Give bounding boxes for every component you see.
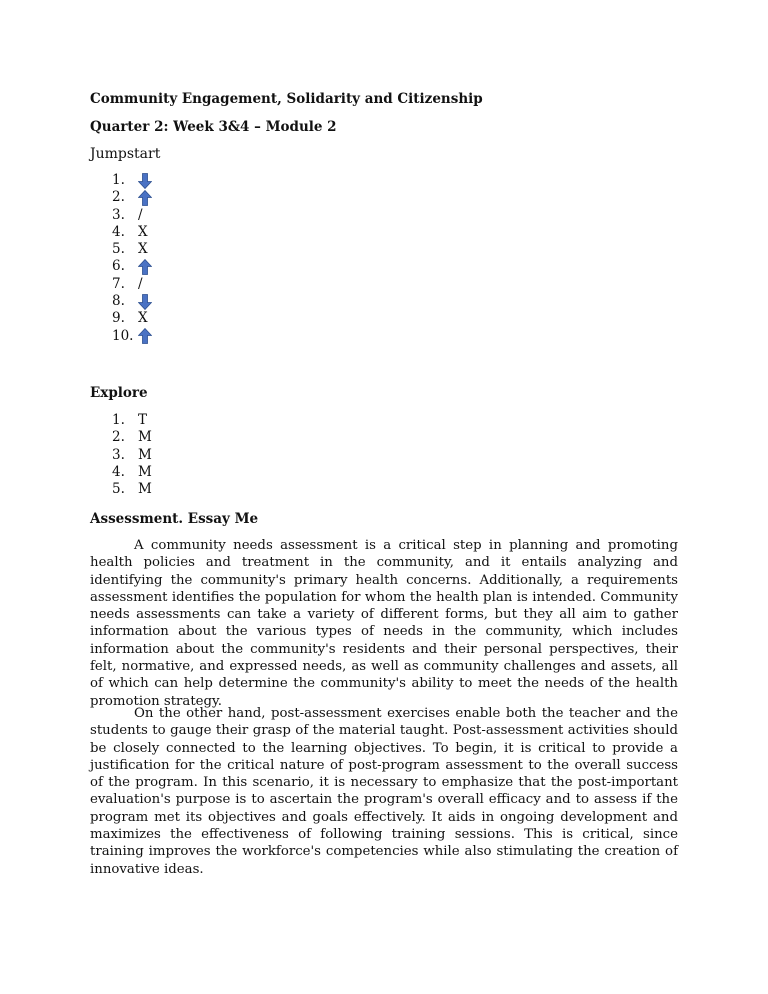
item-answer: M <box>138 446 152 463</box>
list-item <box>112 481 152 498</box>
list-item <box>112 412 152 429</box>
list-item <box>112 189 152 206</box>
item-answer: T <box>138 412 148 428</box>
arrow-up-icon <box>138 259 152 276</box>
list-item <box>112 224 152 241</box>
item-answer: M <box>138 429 152 446</box>
list-item <box>112 276 152 293</box>
list-item <box>112 464 152 481</box>
assessment-paragraph-1: A community needs assessment is a critical step in planning and promoting health policies and treatment in the community, and it entails analyzing and identifying the community's primary health concerns. Additionally, a requirements assessment identifies the population for whom the health plan is intended. Community needs assessments can take a variety of different forms, but they all aim to gather information about the various types of needs in the community, which includes information about the community's residents and their personal perspectives, their felt, normative, and expressed needs, as well as community challenges and assets, all of which can help determine the community's ability to meet the needs of the health promotion strategy. <box>90 538 678 709</box>
list-item <box>112 207 152 224</box>
item-number: 3. <box>112 446 125 463</box>
item-answer: M <box>138 463 152 480</box>
arrow-up-icon <box>138 328 152 345</box>
document-title: Community Engagement, Solidarity and Citizenship <box>90 91 483 107</box>
list-item <box>112 172 152 189</box>
list-item <box>112 241 152 258</box>
quarter-heading: Quarter 2: Week 3&4 – Module 2 <box>90 119 337 135</box>
list-item <box>112 258 152 275</box>
item-number: 10. <box>112 327 134 344</box>
item-number: 4. <box>112 223 125 240</box>
item-number: 6. <box>112 258 125 275</box>
list-item <box>112 328 152 345</box>
explore-list <box>112 412 152 498</box>
item-number: 7. <box>112 275 125 292</box>
item-number: 5. <box>112 241 125 258</box>
item-number: 2. <box>112 429 125 446</box>
list-item <box>112 293 152 310</box>
arrow-down-icon <box>138 172 152 189</box>
assessment-heading: Assessment. Essay Me <box>90 511 259 527</box>
item-number: 8. <box>112 293 125 310</box>
item-number: 5. <box>112 481 125 498</box>
item-answer: X <box>138 310 148 327</box>
item-number: 1. <box>112 172 125 188</box>
item-answer: M <box>138 481 152 498</box>
item-number: 9. <box>112 310 125 327</box>
item-number: 4. <box>112 463 125 480</box>
item-number: 1. <box>112 412 125 428</box>
jumpstart-heading: Jumpstart <box>90 146 161 162</box>
arrow-down-icon <box>138 293 152 310</box>
item-answer: X <box>138 241 148 258</box>
assessment-paragraph-2: On the other hand, post-assessment exercises enable both the teacher and the students to gauge their grasp of the material taught. Post-assessment activities should be closely connected to the learning objectives. To begin, it is critical to provide a justification for the critical nature of post-program assessment to the overall success of the program. In this scenario, it is necessary to emphasize that the post-important evaluation's purpose is to ascertain the program's overall efficacy and to assess if the program met its objectives and goals effectively. It aids in ongoing development and maximizes the effectiveness of following training sessions. This is critical, since training improves the workforce's competencies while also stimulating the creation of innovative ideas. <box>90 706 678 877</box>
item-number: 3. <box>112 206 125 223</box>
arrow-up-icon <box>138 189 152 206</box>
list-item <box>112 310 152 327</box>
list-item <box>112 447 152 464</box>
list-item <box>112 429 152 446</box>
item-number: 2. <box>112 189 125 206</box>
item-answer: / <box>138 275 143 292</box>
item-answer: X <box>138 223 148 240</box>
item-answer: / <box>138 206 143 223</box>
jumpstart-list <box>112 172 152 345</box>
explore-heading: Explore <box>90 385 148 401</box>
